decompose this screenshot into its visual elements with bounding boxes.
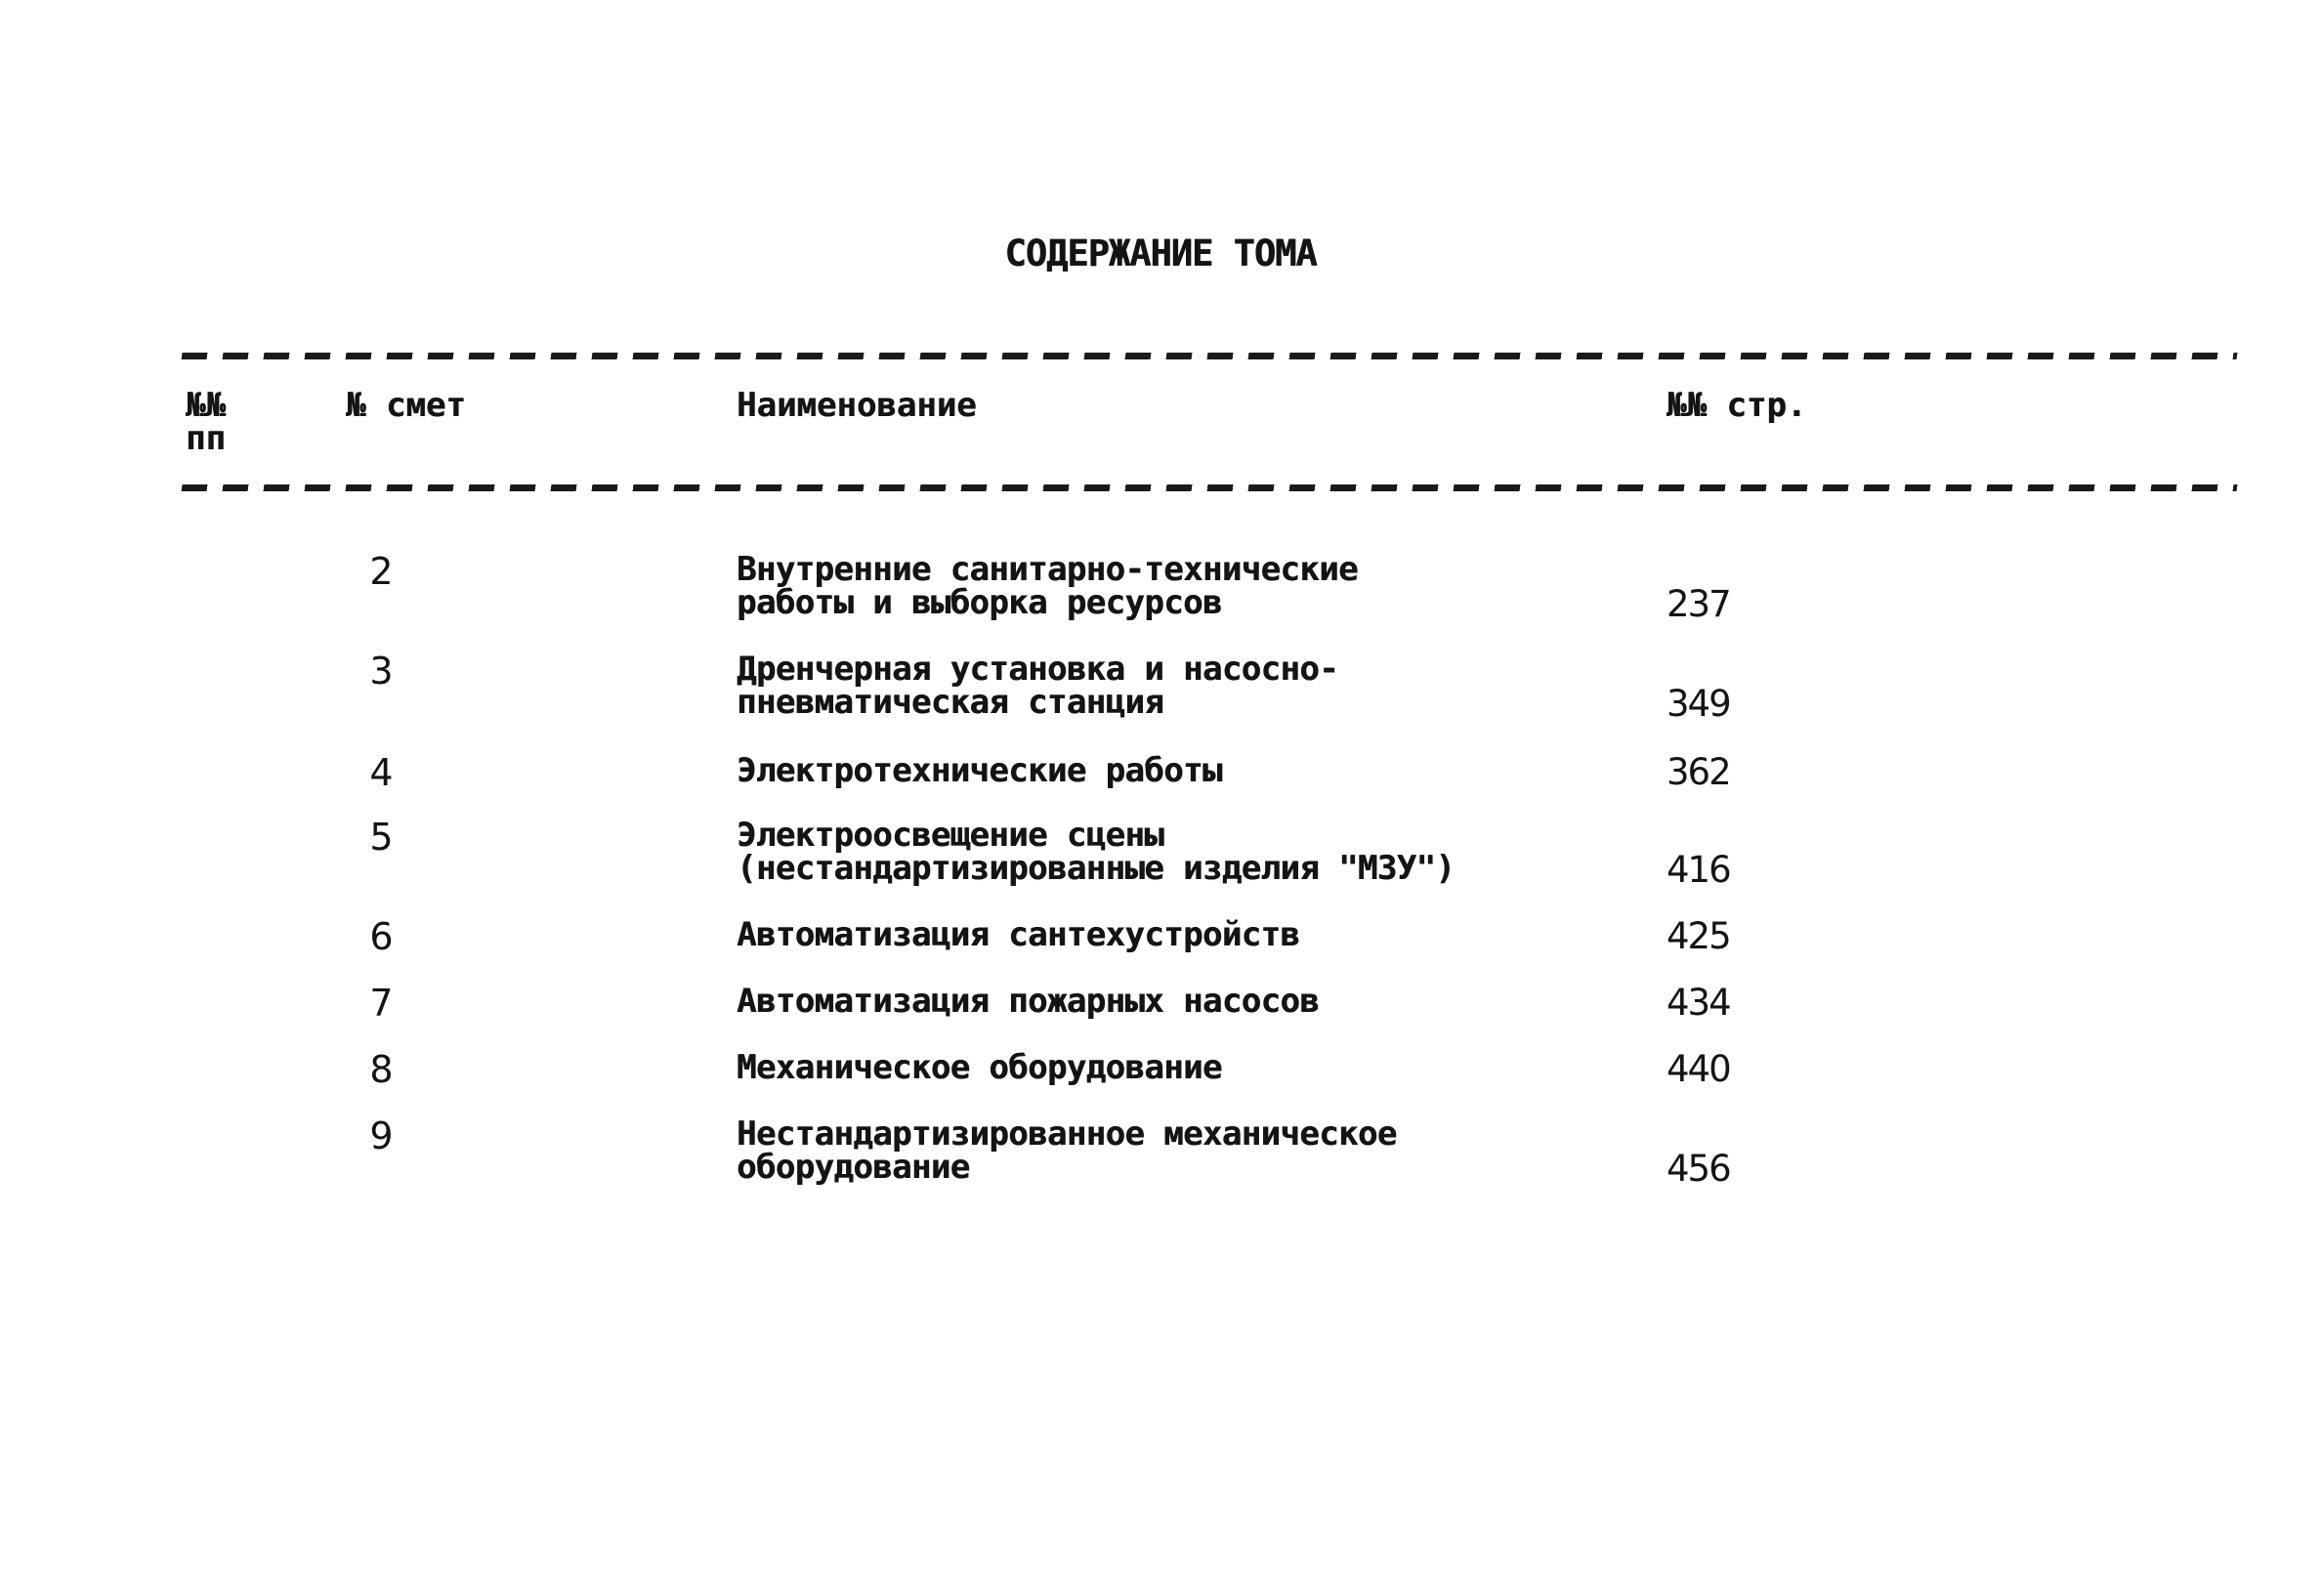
page-number: 456 [1667, 1148, 1730, 1190]
estimate-number: 4 [369, 751, 393, 794]
estimate-number: 2 [369, 550, 393, 593]
section-name: Автоматизация пожарных насосов [737, 982, 1320, 1021]
estimate-number: 7 [369, 982, 393, 1025]
page-number: 434 [1667, 982, 1730, 1024]
section-name: Нестандартизированное механическое оборудование [737, 1114, 1397, 1187]
estimate-number: 3 [369, 650, 393, 693]
header-row-number: №№ пп [186, 386, 226, 458]
section-name: Электроосвещение сцены (нестандартизированные изделия "МЗУ") [737, 816, 1456, 888]
page-number: 416 [1667, 849, 1730, 891]
page-number: 349 [1667, 683, 1730, 725]
page-title: СОДЕРЖАНИЕ ТОМА [1004, 232, 1317, 274]
estimate-number: 8 [369, 1048, 393, 1091]
section-name: Дренчерная установка и насосно- пневматическая станция [737, 650, 1338, 722]
page-number: 440 [1667, 1048, 1730, 1090]
estimate-number: 5 [369, 816, 393, 859]
page-number: 362 [1667, 751, 1730, 793]
header-name: Наименование [737, 386, 977, 425]
header-estimate-number: № смет [346, 386, 466, 425]
header-page-number: №№ стр. [1667, 386, 1807, 425]
section-name: Электротехнические работы [737, 751, 1222, 790]
section-name: Механическое оборудование [737, 1048, 1222, 1087]
page-number: 237 [1667, 583, 1730, 625]
section-name: Внутренние санитарно-технические работы и выборка ресурсов [737, 550, 1358, 622]
estimate-number: 9 [369, 1114, 393, 1157]
page-number: 425 [1667, 915, 1730, 957]
estimate-number: 6 [369, 915, 393, 958]
section-name: Автоматизация сантехустройств [737, 915, 1300, 954]
